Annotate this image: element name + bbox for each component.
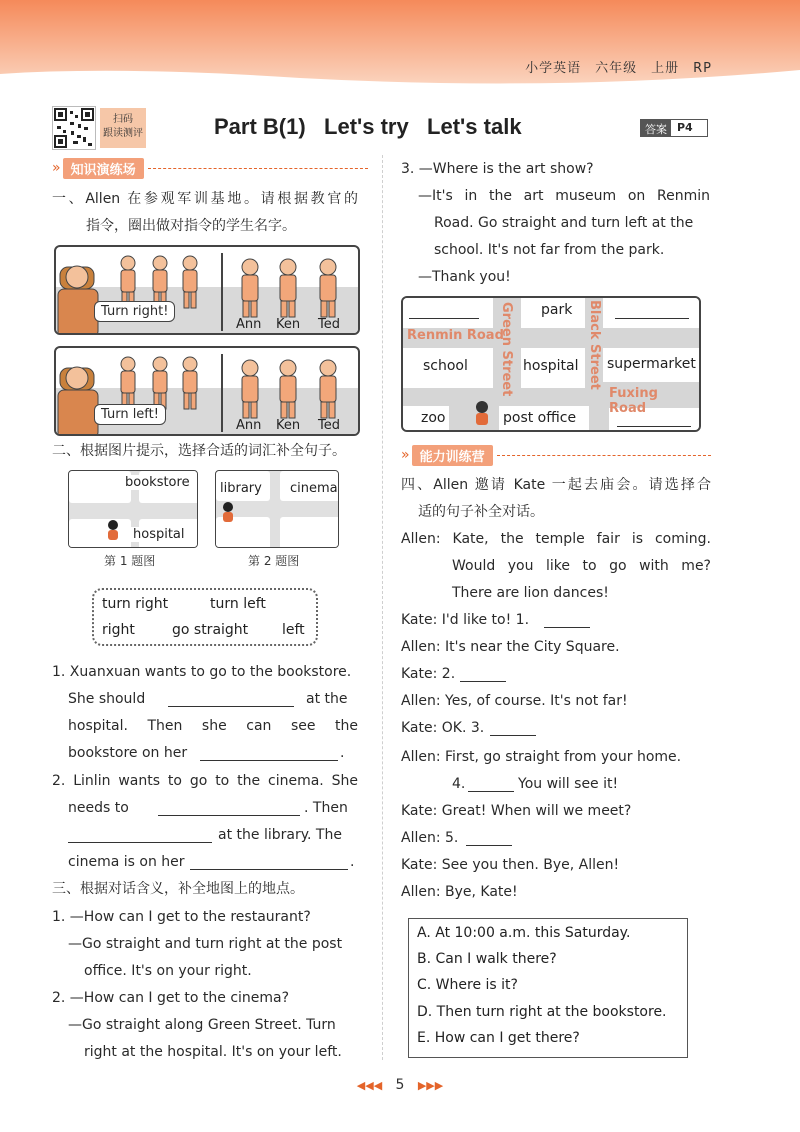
section-label: 知识演练场 bbox=[63, 158, 144, 179]
answer-blank[interactable] bbox=[490, 735, 536, 736]
answer-tag-label: 答案 bbox=[641, 120, 671, 136]
option-b[interactable]: B. Can I walk there? bbox=[417, 951, 557, 967]
map-black-street: Black Street bbox=[587, 300, 602, 390]
q4-line: Kate: 2. bbox=[401, 666, 456, 682]
q2-fig1-hospital: hospital bbox=[133, 527, 185, 542]
q2-item2-line2a: needs to bbox=[68, 800, 129, 816]
q2-fig2-cinema: cinema bbox=[290, 481, 338, 496]
q3-d2-answer1: —Go straight along Green Street. Turn bbox=[68, 1017, 336, 1033]
page-number bbox=[0, 1077, 800, 1093]
q1-panel1-bubble: Turn right! bbox=[94, 301, 175, 322]
map-school: school bbox=[423, 358, 468, 374]
q4-line: Allen: First, go straight from your home. bbox=[401, 749, 682, 765]
q2-fig1-bookstore: bookstore bbox=[125, 475, 190, 490]
q1-panel1-name-ted: Ted bbox=[318, 317, 340, 332]
q3-d3-question: 3. —Where is the art show? bbox=[401, 161, 594, 177]
section-header-zhishi bbox=[52, 158, 368, 178]
section-dashed-line bbox=[497, 455, 711, 456]
option-d[interactable]: D. Then turn right at the bookstore. bbox=[417, 1004, 667, 1020]
q3-map bbox=[401, 296, 701, 432]
q3-d2-answer2: right at the hospital. It's on your left. bbox=[84, 1044, 342, 1060]
answer-blank[interactable] bbox=[190, 869, 348, 870]
q1-panel2-name-ann: Ann bbox=[236, 418, 262, 433]
q1-panel-1 bbox=[54, 245, 360, 335]
word-bank-item: left bbox=[282, 622, 305, 638]
q1-prompt-line2: 指令，圈出做对指令的学生名字。 bbox=[86, 218, 296, 234]
q2-item2-line3b: at the library. The bbox=[218, 827, 342, 843]
double-chevron-icon: » bbox=[401, 447, 410, 463]
map-green-street: Green Street bbox=[499, 302, 514, 397]
q3-d3-answer1: —It's in the art museum on Renmin bbox=[418, 188, 710, 204]
answer-blank[interactable] bbox=[468, 791, 514, 792]
answer-blank[interactable] bbox=[168, 706, 294, 707]
q3-d2-question: 2. —How can I get to the cinema? bbox=[52, 990, 290, 1006]
option-c[interactable]: C. Where is it? bbox=[417, 977, 518, 993]
map-blank[interactable] bbox=[617, 426, 691, 427]
q1-panel1-name-ann: Ann bbox=[236, 317, 262, 332]
q2-item1-line2b: at the bbox=[306, 691, 348, 707]
q4-line: 4. bbox=[452, 776, 466, 792]
q1-panel1-name-ken: Ken bbox=[276, 317, 301, 332]
answer-blank[interactable] bbox=[466, 845, 512, 846]
map-hospital: hospital bbox=[523, 358, 579, 374]
q2-item2-line1: 2. Linlin wants to go to the cinema. She bbox=[52, 773, 358, 789]
q2-figure-2 bbox=[215, 470, 339, 548]
header-meta: 小学英语 六年级 上册 RP bbox=[525, 61, 712, 76]
map-renmin-road: Renmin Road bbox=[407, 328, 504, 343]
q4-line: There are lion dances! bbox=[452, 585, 609, 601]
q4-line: Kate: Great! When will we meet? bbox=[401, 803, 632, 819]
q4-line: Would you like to go with me? bbox=[452, 558, 711, 574]
section-dashed-line bbox=[148, 168, 368, 169]
word-bank-item: turn right bbox=[102, 596, 169, 612]
map-blank[interactable] bbox=[409, 318, 479, 319]
word-bank-item: right bbox=[102, 622, 135, 638]
answer-blank[interactable] bbox=[460, 681, 506, 682]
q2-item2-line2b: . Then bbox=[304, 800, 348, 816]
q3-d1-answer2: office. It's on your right. bbox=[84, 963, 252, 979]
q3-prompt: 三、根据对话含义，补全地图上的地点。 bbox=[52, 881, 304, 897]
q4-line: Kate: I'd like to! 1. bbox=[401, 612, 530, 628]
map-blank[interactable] bbox=[615, 318, 689, 319]
q1-panel2-bubble: Turn left! bbox=[94, 404, 166, 425]
map-zoo: zoo bbox=[421, 410, 446, 426]
q4-line: Allen: 5. bbox=[401, 830, 459, 846]
answer-blank[interactable] bbox=[68, 842, 212, 843]
q1-panel2-name-ken: Ken bbox=[276, 418, 301, 433]
q3-d3-answer4: —Thank you! bbox=[418, 269, 511, 285]
q4-line: Allen: Yes, of course. It's not far! bbox=[401, 693, 628, 709]
qr-label-line2: 跟读测评 bbox=[103, 128, 143, 139]
answer-blank[interactable] bbox=[200, 760, 338, 761]
q2-fig2-caption: 第 2 题图 bbox=[248, 554, 300, 568]
qr-label bbox=[100, 108, 146, 148]
q4-line: Kate: See you then. Bye, Allen! bbox=[401, 857, 620, 873]
double-chevron-icon: » bbox=[52, 160, 61, 176]
answer-blank[interactable] bbox=[158, 815, 300, 816]
q4-line: Allen: Kate, the temple fair is coming. bbox=[401, 531, 711, 547]
girl-icon bbox=[220, 501, 236, 525]
girl-icon bbox=[105, 519, 121, 543]
option-e[interactable]: E. How can I get there? bbox=[417, 1030, 580, 1046]
q1-prompt-line1: 一、Allen 在参观军训基地。请根据教官的 bbox=[52, 191, 358, 207]
page-title: Part B(1) Let's try Let's talk bbox=[214, 114, 522, 139]
q3-d3-answer3: school. It's not far from the park. bbox=[434, 242, 665, 258]
q1-panel2-name-ted: Ted bbox=[318, 418, 340, 433]
prev-arrows-icon: ◀◀◀ bbox=[356, 1079, 383, 1092]
q4-prompt-line1: 四、Allen 邀请 Kate 一起去庙会。请选择合 bbox=[401, 477, 711, 493]
q2-item1-line1: 1. Xuanxuan wants to go to the bookstore. bbox=[52, 664, 352, 680]
answer-blank[interactable] bbox=[544, 627, 590, 628]
map-park: park bbox=[541, 302, 573, 318]
page-number-value: 5 bbox=[395, 1077, 405, 1093]
q2-item2-line4-end: . bbox=[350, 854, 355, 870]
answer-tag-page: P4 bbox=[677, 121, 693, 134]
boy-icon bbox=[473, 400, 491, 428]
word-bank-item: turn left bbox=[210, 596, 266, 612]
q3-d1-answer1: —Go straight and turn right at the post bbox=[68, 936, 343, 952]
q3-d1-question: 1. —How can I get to the restaurant? bbox=[52, 909, 311, 925]
q4-line: You will see it! bbox=[518, 776, 619, 792]
q2-item1-line4-end: . bbox=[340, 745, 345, 761]
option-a[interactable]: A. At 10:00 a.m. this Saturday. bbox=[417, 925, 631, 941]
qr-label-line1: 扫码 bbox=[113, 114, 133, 125]
q2-item2-line4: cinema is on her bbox=[68, 854, 185, 870]
q2-figure-1 bbox=[68, 470, 198, 548]
q2-fig2-library: library bbox=[220, 481, 262, 496]
map-fuxing-road: Fuxing Road bbox=[609, 386, 658, 416]
q4-line: Allen: Bye, Kate! bbox=[401, 884, 518, 900]
q2-item1-line4: bookstore on her bbox=[68, 745, 188, 761]
q4-line: Kate: OK. 3. bbox=[401, 720, 485, 736]
header-band bbox=[0, 0, 800, 92]
answer-tag[interactable] bbox=[640, 119, 708, 137]
q2-prompt: 二、根据图片提示，选择合适的词汇补全句子。 bbox=[52, 443, 346, 459]
q2-word-bank bbox=[92, 588, 318, 646]
next-arrows-icon: ▶▶▶ bbox=[417, 1079, 444, 1092]
column-divider bbox=[382, 155, 383, 1060]
q3-d3-answer2: Road. Go straight and turn left at the bbox=[434, 215, 694, 231]
q2-item1-line3: hospital. Then she can see the bbox=[68, 718, 358, 734]
q2-item1-line2a: She should bbox=[68, 691, 146, 707]
qr-code[interactable] bbox=[52, 106, 96, 150]
q4-options-box bbox=[408, 918, 688, 1058]
q4-prompt-line2: 适的句子补全对话。 bbox=[418, 504, 544, 520]
word-bank-item: go straight bbox=[172, 622, 249, 638]
section-header-nengli bbox=[401, 445, 711, 465]
map-post-office: post office bbox=[503, 410, 577, 426]
q4-line: Allen: It's near the City Square. bbox=[401, 639, 620, 655]
section-label: 能力训练营 bbox=[412, 445, 493, 466]
q2-fig1-caption: 第 1 题图 bbox=[104, 554, 156, 568]
q1-panel-2 bbox=[54, 346, 360, 436]
map-supermarket: supermarket bbox=[607, 356, 696, 372]
